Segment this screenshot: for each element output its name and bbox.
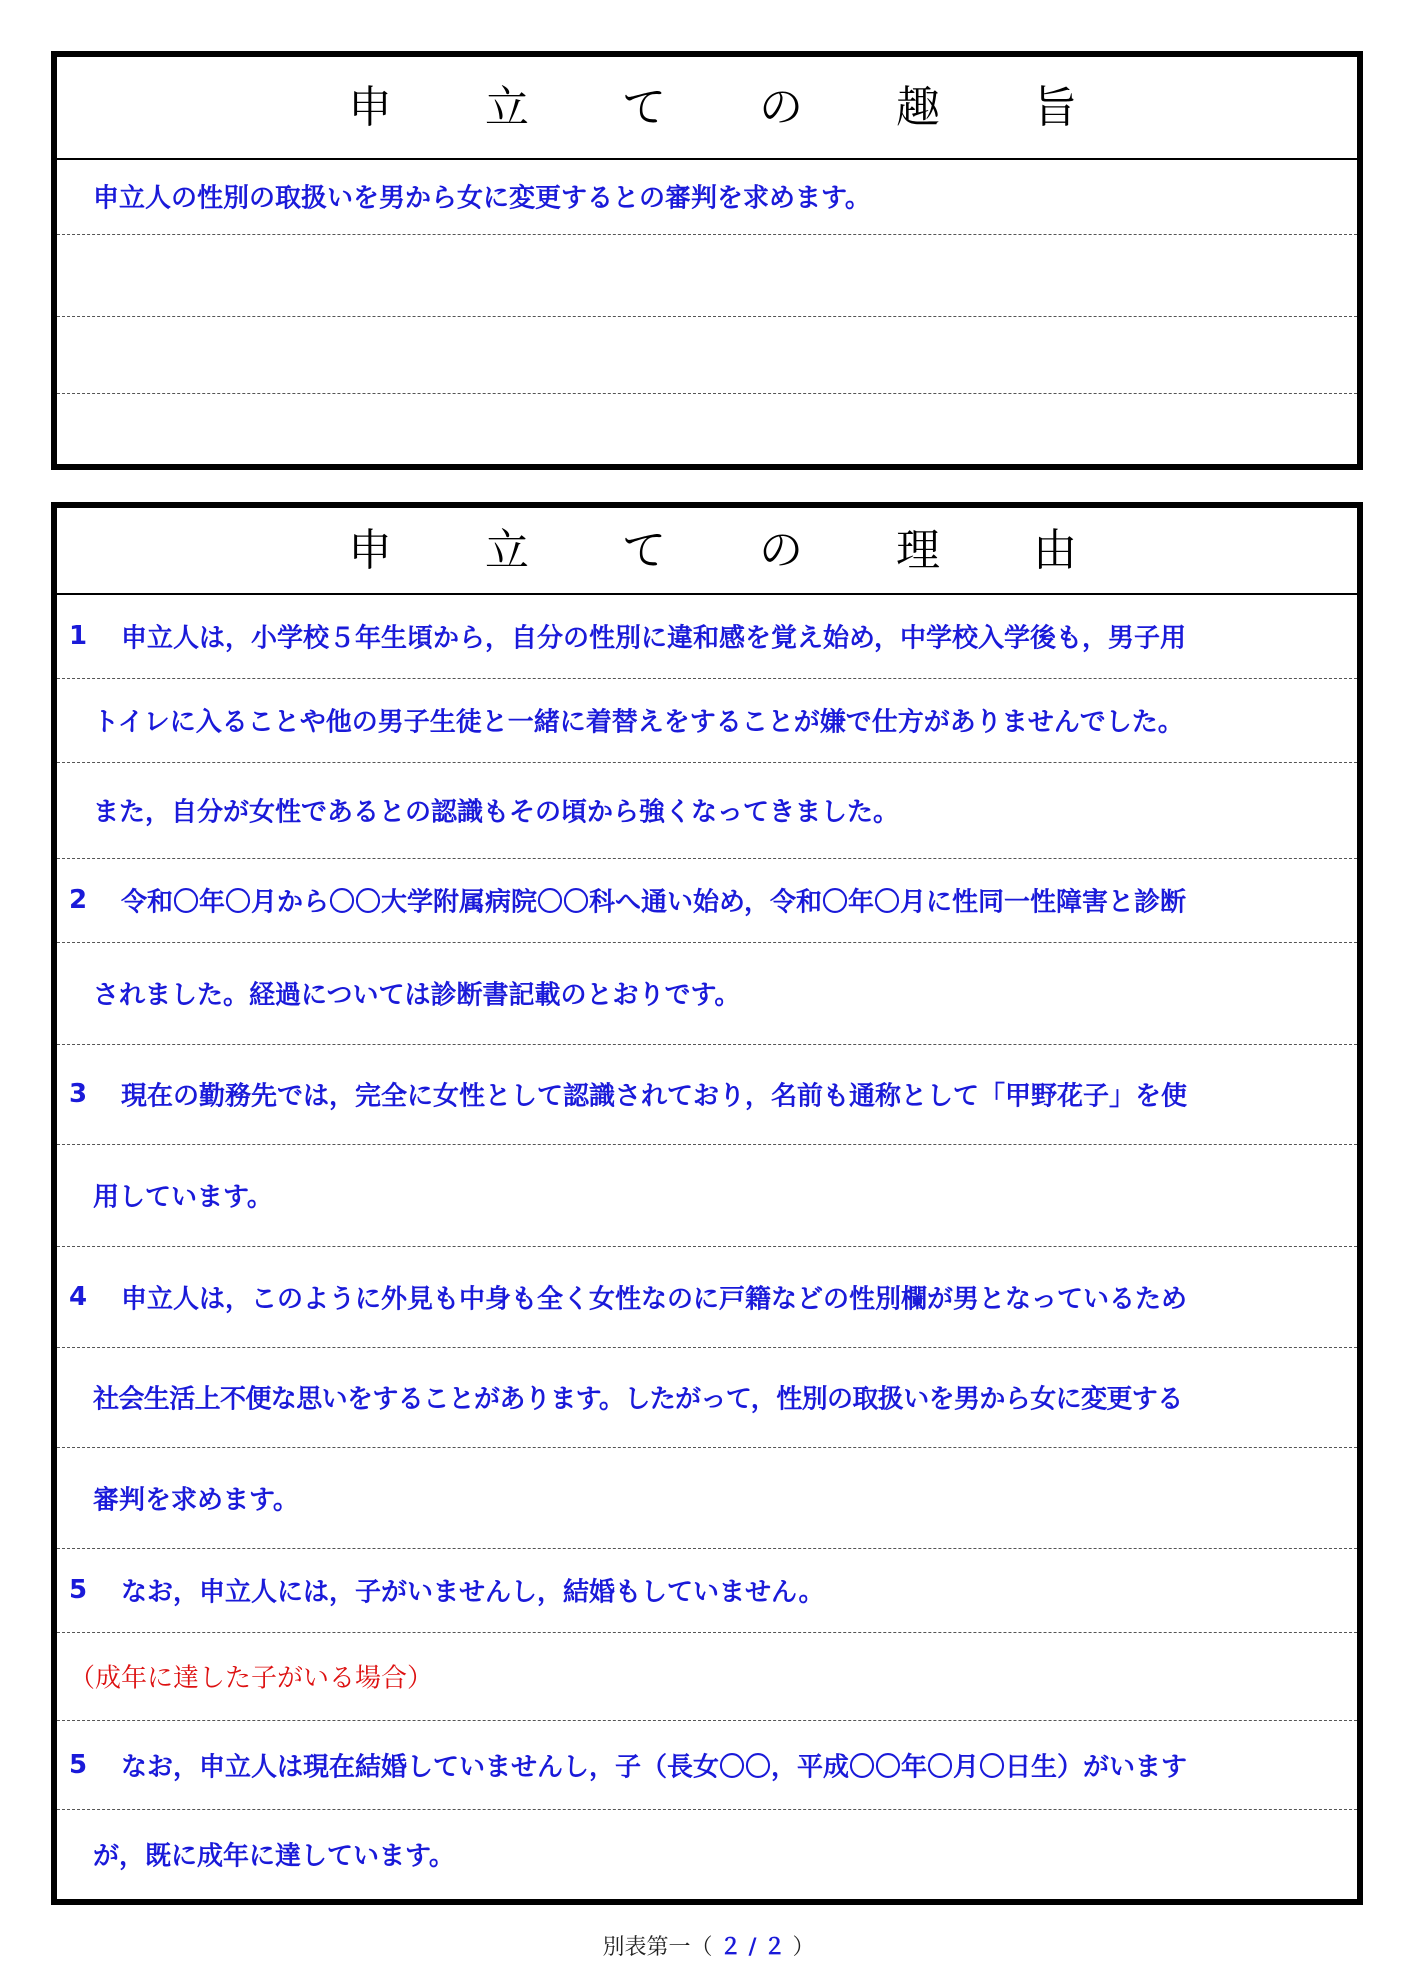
reason-line-text: 社会生活上不便な思いをすることがあります。したがって，性別の取扱いを男から女に変更する — [93, 1384, 1183, 1415]
reason-number: 3 — [69, 1079, 88, 1109]
reason-line — [57, 1720, 1357, 1809]
reason-line — [57, 762, 1357, 858]
footer-separator: / — [748, 1935, 757, 1960]
reason-line-text: なお，申立人は現在結婚していませんし，子（長女〇〇，平成〇〇年〇月〇日生）がいます — [121, 1752, 1188, 1782]
reason-line — [57, 593, 1357, 678]
reason-line-text: 申立人は，小学校５年生頃から，自分の性別に違和感を覚え始め，中学校入学後も，男子用 — [121, 623, 1186, 653]
footer-prefix: 別表第一（ — [602, 1935, 713, 1960]
reason-line — [57, 1809, 1357, 1899]
reason-number: 5 — [69, 1749, 88, 1780]
reason-line — [57, 942, 1357, 1044]
heading-char: 立 — [485, 524, 529, 576]
reason-line — [57, 1548, 1357, 1632]
reason-line — [57, 1447, 1357, 1548]
reason-line — [57, 1144, 1357, 1246]
petition-reason-box — [51, 502, 1363, 1905]
reason-number: 4 — [69, 1281, 88, 1312]
footer-page-number: ２ — [719, 1935, 742, 1960]
reason-line-text: トイレに入ることや他の男子生徒と一緒に着替えをすることが嫌で仕方がありませんでした。 — [93, 707, 1184, 738]
reason-line — [57, 858, 1357, 942]
reason-line — [57, 1347, 1357, 1447]
heading-char: 趣 — [896, 81, 940, 133]
reason-line-text: 用しています。 — [93, 1182, 273, 1213]
heading-char: 由 — [1033, 524, 1077, 576]
heading-char: の — [759, 81, 803, 133]
heading-char: の — [759, 524, 803, 576]
reason-line — [57, 1044, 1357, 1144]
reason-line-text: 審判を求めます。 — [93, 1485, 299, 1515]
purpose-line — [57, 234, 1357, 316]
reason-line-text: 現在の勤務先では，完全に女性として認識されており，名前も通称として「甲野花子」を使 — [121, 1081, 1188, 1112]
reason-line-text: また，自分が女性であるとの認識もその頃から強くなってきました。 — [93, 797, 900, 828]
reason-note-line — [57, 1632, 1357, 1720]
heading-char: て — [622, 524, 666, 576]
heading-char: 立 — [485, 81, 529, 133]
purpose-line — [57, 316, 1357, 393]
reason-number: 1 — [69, 620, 88, 651]
purpose-line — [57, 393, 1357, 464]
reason-line — [57, 678, 1357, 762]
purpose-line — [57, 158, 1357, 234]
adult-child-case-note: （成年に達した子がいる場合） — [69, 1663, 434, 1694]
footer-suffix: ） — [792, 1935, 815, 1960]
petition-purpose-heading — [57, 57, 1357, 160]
purpose-line-text: 申立人の性別の取扱いを男から女に変更するとの審判を求めます。 — [93, 183, 871, 214]
reason-number: 2 — [69, 885, 88, 915]
reason-line-text: 申立人は，このように外見も中身も全く女性なのに戸籍などの性別欄が男となっているため — [121, 1284, 1188, 1314]
heading-char: 申 — [348, 81, 392, 133]
heading-char: 理 — [896, 524, 940, 576]
heading-char: て — [622, 81, 666, 133]
footer-page-total: ２ — [763, 1935, 786, 1960]
reason-line-text: が，既に成年に達しています。 — [93, 1841, 455, 1872]
petition-reason-heading — [57, 508, 1357, 595]
reason-number: 5 — [69, 1575, 88, 1605]
reason-line — [57, 1246, 1357, 1347]
page-footer — [0, 1930, 1417, 1961]
heading-char: 申 — [348, 524, 392, 576]
petition-purpose-box — [51, 51, 1363, 470]
reason-line-text: 令和〇年〇月から〇〇大学附属病院〇〇科へ通い始め，令和〇年〇月に性同一性障害と診断 — [121, 887, 1186, 918]
heading-char: 旨 — [1033, 81, 1077, 133]
reason-line-text: されました。経過については診断書記載のとおりです。 — [93, 980, 741, 1011]
reason-line-text: なお，申立人には，子がいませんし，結婚もしていません。 — [121, 1577, 825, 1608]
